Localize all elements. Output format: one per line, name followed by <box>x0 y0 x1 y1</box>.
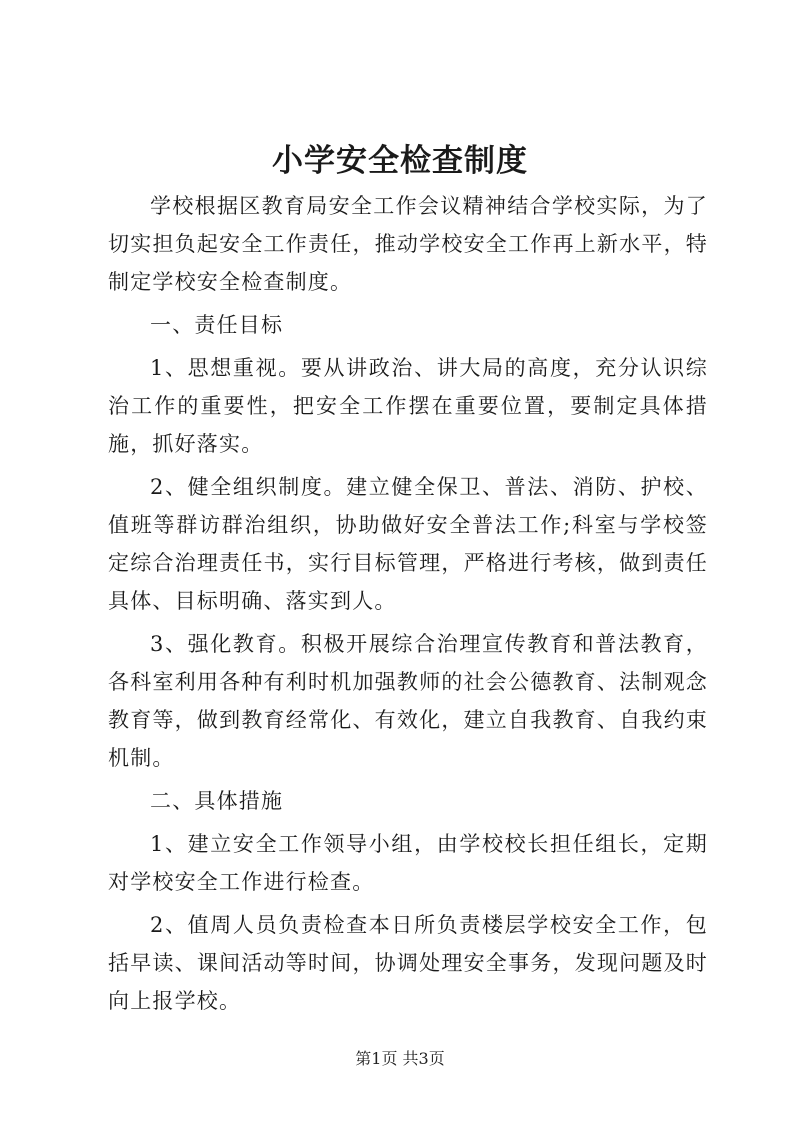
document-body <box>108 187 708 1025</box>
page-footer: 第1页 共3页 <box>355 1049 445 1068</box>
paragraph-item-1: 1、思想重视。要从讲政治、讲大局的高度，充分认识综治工作的重要性，把安全工作摆在重要位置，要制定具体措施，抓好落实。 <box>108 356 708 456</box>
paragraph-measure-1: 1、建立安全工作领导小组，由学校校长担任组长，定期对学校安全工作进行检查。 <box>108 832 708 894</box>
intro-paragraph: 学校根据区教育局安全工作会议精神结合学校实际，为了切实担负起安全工作责任，推动学校安全工作再上新水平，特制定学校安全检查制度。 <box>108 194 708 294</box>
section-heading-measures: 二、具体措施 <box>150 789 284 813</box>
section-heading-responsibility: 一、责任目标 <box>150 313 284 337</box>
paragraph-measure-2: 2、值周人员负责检查本日所负责楼层学校安全工作，包括早读、课间活动等时间，协调处理安全事务，发现问题及时向上报学校。 <box>108 913 708 1013</box>
paragraph-item-2: 2、健全组织制度。建立健全保卫、普法、消防、护校、值班等群访群治组织，协助做好安全普法工作;科室与学校签定综合治理责任书，实行目标管理，严格进行考核，做到责任具体、目标明确、落实到人。 <box>108 475 708 613</box>
document-title: 小学安全检查制度 <box>272 143 528 179</box>
paragraph-item-3: 3、强化教育。积极开展综合治理宣传教育和普法教育，各科室利用各种有利时机加强教师的社会公德教育、法制观念教育等，做到教育经常化、有效化，建立自我教育、自我约束机制。 <box>108 632 708 770</box>
